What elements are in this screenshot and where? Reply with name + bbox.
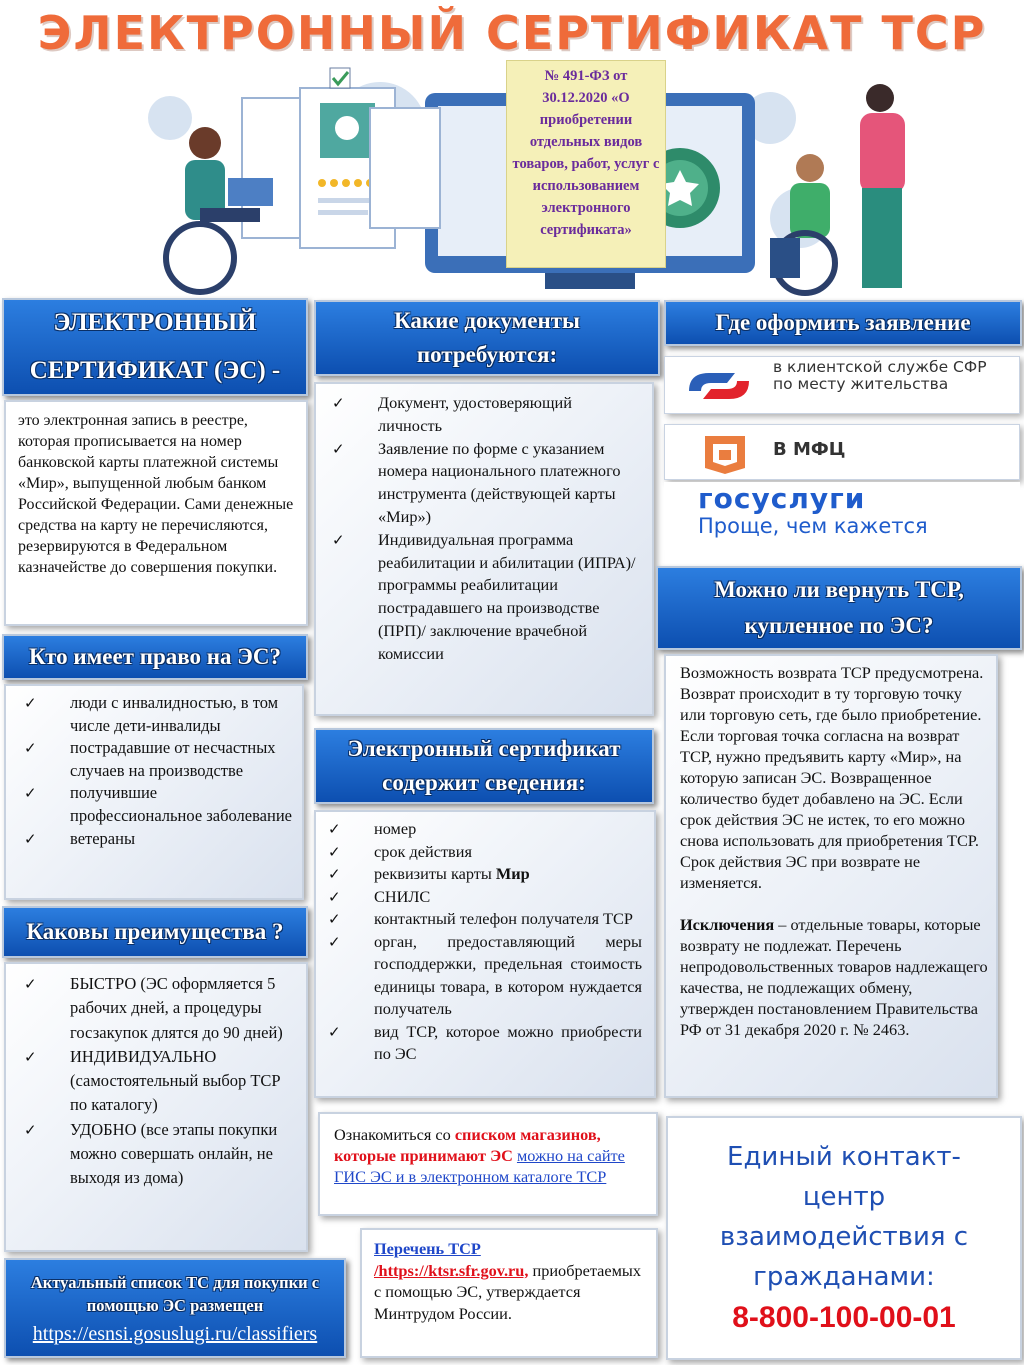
eligibility-item: ✓ ветераны bbox=[70, 828, 292, 851]
benefits-list bbox=[70, 972, 294, 1191]
contents-heading: Электронный сертификат содержит сведения: bbox=[314, 728, 654, 804]
contents-list bbox=[374, 818, 642, 1066]
return-panel bbox=[664, 654, 998, 1098]
where-heading: Где оформить заявление bbox=[664, 300, 1022, 346]
eligibility-item: ✓ пострадавшие от несчастных случаев на производстве bbox=[70, 737, 292, 782]
mfc-card[interactable] bbox=[664, 424, 1020, 480]
documents-list bbox=[378, 392, 640, 666]
stores-red-text: списком магазинов, которые принимают ЭС bbox=[334, 1125, 601, 1165]
definition-heading-line1: ЭЛЕКТРОННЫЙ bbox=[53, 309, 257, 336]
contents-item bbox=[374, 908, 642, 931]
contents-panel bbox=[314, 810, 656, 1098]
benefit-item: ✓ УДОБНО (все этапы покупки можно совершать онлайн, не выходя из дома) bbox=[70, 1118, 294, 1191]
definition-panel bbox=[4, 400, 308, 626]
return-exceptions-label: Исключения bbox=[680, 915, 775, 934]
mfc-logo-icon bbox=[695, 428, 755, 478]
benefits-panel bbox=[4, 962, 308, 1252]
documents-heading: Какие документы потребуются: bbox=[314, 300, 660, 376]
catalog-box-link[interactable]: https://esnsi.gosuslugi.ru/classifiers bbox=[32, 1322, 318, 1345]
catalog-box-text: Актуальный список ТС для покупки с помощью ЭС размещен bbox=[30, 1272, 320, 1315]
mfc-text: В МФЦ bbox=[773, 439, 846, 460]
contents-item-bold: Мир bbox=[495, 864, 530, 883]
contents-item bbox=[374, 841, 642, 864]
eligibility-panel bbox=[4, 684, 304, 900]
contents-item-text: орган, предоставляющий меры господдержки, предельная стоимость единицы товара, в котором нуждается получатель bbox=[374, 931, 642, 1018]
gosuslugi-title: госуслуги bbox=[698, 482, 866, 515]
stores-box bbox=[318, 1112, 658, 1216]
tsr-list-url-link[interactable]: /https://ktsr.sfr.gov.ru, bbox=[374, 1260, 529, 1280]
benefit-item: ✓ БЫСТРО (ЭС оформляется 5 рабочих дней, а процедуры госзакупок длятся до 90 дней) bbox=[70, 972, 294, 1045]
contents-item bbox=[374, 863, 642, 886]
contents-item-text: номер bbox=[374, 819, 417, 838]
tsr-list-title-link[interactable]: Перечень ТСР bbox=[374, 1239, 481, 1258]
sfr-service-text: в клиентской службе СФР по месту жительства bbox=[773, 358, 987, 393]
contents-item-text: контактный телефон получателя ТСР bbox=[374, 909, 633, 928]
gosuslugi-slogan: Проще, чем кажется bbox=[698, 514, 928, 538]
tsr-list-text: приобретаемых с помощью ЭС, утверждается Минтрудом России. bbox=[374, 1260, 641, 1323]
eligibility-item: ✓ люди с инвалидностью, в том числе дети-инвалиды bbox=[70, 692, 292, 737]
benefits-heading: Каковы преимущества ? bbox=[2, 906, 308, 958]
definition-heading bbox=[2, 298, 308, 396]
benefit-item: ✓ ИНДИВИДУАЛЬНО (самостоятельный выбор ТСР по каталогу) bbox=[70, 1045, 294, 1118]
contents-item-text: вид ТСР, которое можно приобрести по ЭС bbox=[374, 1021, 642, 1063]
eligibility-heading: Кто имеет право на ЭС? bbox=[2, 634, 308, 680]
contents-item-text: срок действия bbox=[374, 841, 472, 861]
return-para2-text: – отдельные товары, которые возврату не подлежат. Перечень непродовольственных товаров надлежащего качества, не подлежащих обмену, утвержден постановлением Правительства РФ от 31 декабря 2020 г. № 2463. bbox=[680, 915, 988, 1039]
gosuslugi-card[interactable] bbox=[664, 482, 1020, 550]
contents-item bbox=[374, 818, 642, 841]
definition-text: это электронная запись в реестре, которая прописывается на номер банковской карты платежной системы «Мир», выпущенной любым банком Российской Федерации. Сами денежные средства на карту не перечисляются, резервируются в Федеральном казначействе до совершения покупки. bbox=[18, 412, 294, 576]
contents-item bbox=[374, 886, 642, 909]
documents-panel bbox=[314, 382, 654, 716]
tsr-list-box bbox=[360, 1228, 658, 1358]
document-item: ✓ Заявление по форме с указанием номера национального платежного инструмента (действующей карты «Мир») bbox=[378, 438, 640, 529]
law-reference-note: № 491-ФЗ от 30.12.2020 «О приобретении отдельных видов товаров, работ, услуг с использованием электронного сертификата» bbox=[506, 60, 666, 268]
stores-text: Ознакомиться со bbox=[334, 1125, 455, 1144]
eligibility-item: ✓ получившие профессиональное заболевание bbox=[70, 782, 292, 827]
document-item: ✓ Документ, удостоверяющий личность bbox=[378, 392, 640, 438]
document-item: ✓ Индивидуальная программа реабилитации и абилитации (ИПРА)/ программы реабилитации пострадавшего на производстве (ПРП)/ заключение врачебной комиссии bbox=[378, 529, 640, 666]
sfr-logo-icon bbox=[679, 361, 759, 411]
definition-heading-line2: СЕРТИФИКАТ (ЭС) - bbox=[29, 357, 281, 384]
contents-item bbox=[374, 1021, 642, 1066]
eligibility-list bbox=[70, 692, 292, 850]
sfr-service-card[interactable] bbox=[664, 356, 1020, 414]
contents-item bbox=[374, 931, 642, 1021]
contents-item-text: СНИЛС bbox=[374, 886, 431, 906]
catalog-box bbox=[4, 1258, 346, 1358]
return-para1: Возможность возврата ТСР предусмотрена. Возврат происходит в ту торговую точку или торговую сеть, где было приобретение. Если торговая точка согласна на возврат ТСР, нужно предъявить карту «Мир», на которую записан ЭС. Возвращенное количество будет добавлено на ЭС. Если срок действия ЭС не истек, то его можно снова использовать для приобретения ТСР. Срок действия ЭС при возврате не изменяется. bbox=[680, 663, 984, 892]
contact-box bbox=[666, 1116, 1022, 1360]
page-title: ЭЛЕКТРОННЫЙ СЕРТИФИКАТ ТСР bbox=[37, 6, 987, 60]
stores-link[interactable]: можно на сайте ГИС ЭС и в электронном каталоге ТСР bbox=[334, 1146, 625, 1186]
contact-text: Единый контакт-центр взаимодействия с гражданами: bbox=[719, 1142, 969, 1292]
return-heading: Можно ли вернуть ТСР, купленное по ЭС? bbox=[656, 566, 1022, 650]
contact-phone[interactable]: 8-800-100-00-01 bbox=[732, 1301, 956, 1334]
contents-item-text: реквизиты карты bbox=[374, 864, 496, 883]
return-para2 bbox=[680, 914, 988, 1040]
